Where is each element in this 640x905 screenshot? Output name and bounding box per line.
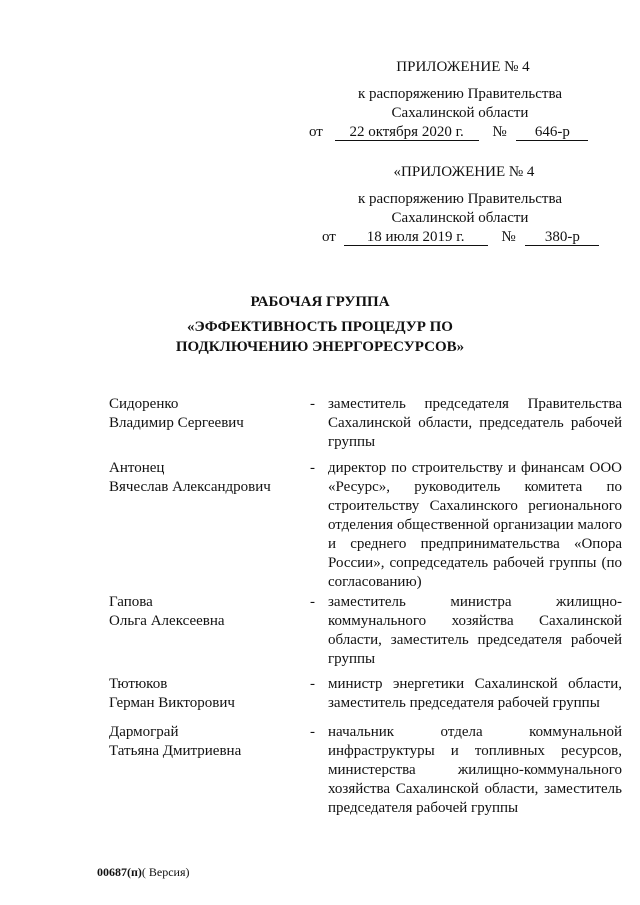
title-line-3: ПОДКЛЮЧЕНИЮ ЭНЕРГОРЕСУРСОВ» — [175, 339, 465, 355]
member-dash: - — [310, 594, 315, 610]
appendix-original-title: «ПРИЛОЖЕНИЕ № 4 — [393, 164, 535, 180]
appendix-current-from-label: от — [309, 124, 323, 140]
appendix-original-num-label: № — [501, 229, 516, 245]
appendix-current-num-label: № — [492, 124, 507, 140]
member-given-name: Ольга Алексеевна — [109, 613, 225, 629]
member-name — [109, 675, 299, 713]
appendix-original-line2: Сахалинской области — [391, 210, 529, 226]
member-dash: - — [310, 724, 315, 740]
member-dash: - — [310, 396, 315, 412]
footer-code — [97, 865, 190, 880]
member-surname: Дармограй — [109, 724, 179, 740]
title-line-1: РАБОЧАЯ ГРУППА — [250, 294, 390, 310]
appendix-current-line2: Сахалинской области — [391, 105, 529, 121]
appendix-original-number: 380-р — [525, 229, 599, 246]
member-given-name: Владимир Сергеевич — [109, 415, 244, 431]
member-role: министр энергетики Сахалинской области, заместитель председателя рабочей группы — [328, 676, 622, 711]
appendix-current-header — [300, 58, 620, 142]
member-name — [109, 723, 299, 761]
member-role: начальник отдела коммунальной инфраструктуры и топливных ресурсов, министерства жилищно-коммунального хозяйства Сахалинской области, заместитель председателя рабочей группы — [328, 724, 622, 816]
member-given-name: Татьяна Дмитриевна — [109, 743, 242, 759]
member-surname: Тютюков — [109, 676, 168, 692]
member-given-name: Герман Викторович — [109, 695, 235, 711]
appendix-current-date-number — [300, 123, 620, 142]
document-title — [120, 292, 520, 357]
member-name — [109, 593, 299, 631]
appendix-original-date-number — [300, 228, 620, 247]
appendix-current-title: ПРИЛОЖЕНИЕ № 4 — [396, 59, 530, 75]
appendix-current-line1: к распоряжению Правительства — [357, 86, 562, 102]
member-role: заместитель председателя Правительства Сахалинской области, председатель рабочей группы — [328, 396, 622, 450]
appendix-current-date: 22 октября 2020 г. — [335, 124, 479, 141]
member-surname: Гапова — [109, 594, 153, 610]
member-role: директор по строительству и финансам ООО «Ресурс», руководитель комитета по строительству Сахалинского регионального отделения общественной организации малого и среднего предпринимательства «Опора России», сопредседатель рабочей группы (по согласованию) — [328, 460, 622, 590]
footer-version: ( Версия) — [141, 865, 190, 879]
appendix-original-line1: к распоряжению Правительства — [357, 191, 562, 207]
member-surname: Сидоренко — [109, 396, 179, 412]
title-line-2: «ЭФФЕКТИВНОСТЬ ПРОЦЕДУР ПО — [187, 319, 453, 335]
appendix-original-header — [300, 163, 620, 247]
member-name — [109, 395, 299, 433]
member-surname: Антонец — [109, 460, 165, 476]
footer-document-code: 00687(п) — [97, 865, 142, 879]
member-dash: - — [310, 460, 315, 476]
member-name — [109, 459, 299, 497]
appendix-current-number: 646-р — [516, 124, 588, 141]
member-role: заместитель министра жилищно-коммунального хозяйства Сахалинской области, заместитель председателя рабочей группы — [328, 594, 622, 667]
appendix-original-date: 18 июля 2019 г. — [344, 229, 488, 246]
member-dash: - — [310, 676, 315, 692]
appendix-original-from-label: от — [322, 229, 336, 245]
member-given-name: Вячеслав Александрович — [109, 479, 271, 495]
